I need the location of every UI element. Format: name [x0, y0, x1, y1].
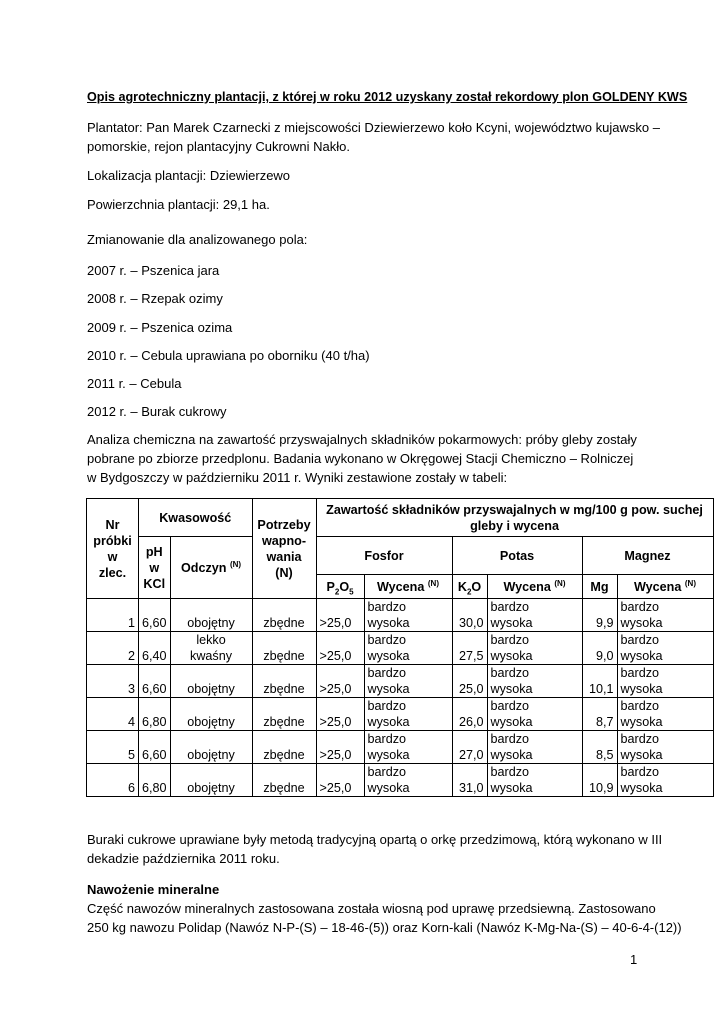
- header-k2o: [452, 575, 487, 599]
- table-row: [87, 599, 714, 632]
- cell-potrzeby: zbędne: [252, 665, 316, 698]
- cell-k-wycena: [487, 764, 582, 797]
- soil-analysis-table: [86, 498, 714, 797]
- cell-p: >25,0: [316, 599, 364, 632]
- cell-p-wycena: [364, 599, 452, 632]
- cell-mg-wycena: [617, 632, 713, 665]
- analysis-line: Analiza chemiczna na zawartość przyswajalnych składników pokarmowych: próby gleby zostały: [87, 432, 637, 447]
- cell-nr: 1: [87, 599, 139, 632]
- table-row: [87, 731, 714, 764]
- fertilization-paragraph: [87, 899, 682, 937]
- header-nr: [87, 499, 139, 599]
- cell-wycena-line1: bardzo: [620, 666, 660, 680]
- cell-wycena-line1: bardzo: [490, 600, 530, 614]
- cell-wycena-line1: bardzo: [490, 666, 530, 680]
- cell-wycena-line1: bardzo: [620, 633, 660, 647]
- cell-k: 31,0: [452, 764, 487, 797]
- analysis-line: w Bydgoszczy w październiku 2011 r. Wyniki zestawione zostały w tabeli:: [87, 470, 508, 485]
- cell-nr: 6: [87, 764, 139, 797]
- cell-k: 27,5: [452, 632, 487, 665]
- cell-wycena-line1: bardzo: [620, 699, 660, 713]
- header-p2o5: [316, 575, 364, 599]
- cell-wycena-line2: wysoka: [367, 682, 410, 696]
- cell-wycena-line2: wysoka: [490, 715, 533, 729]
- cell-wycena-line1: bardzo: [367, 633, 407, 647]
- cell-wycena-line1: bardzo: [620, 732, 660, 746]
- cell-k-wycena: [487, 632, 582, 665]
- cell-odczyn-line2: obojętny: [187, 682, 235, 696]
- n-mark: (N): [229, 559, 242, 569]
- cell-odczyn-line1: [174, 764, 249, 780]
- cell-wycena-line2: wysoka: [620, 715, 663, 729]
- cell-k: 25,0: [452, 665, 487, 698]
- rotation-item: 2011 r. – Cebula: [87, 376, 182, 391]
- cell-wycena-line1: bardzo: [490, 633, 530, 647]
- fertilization-line: 250 kg nawozu Polidap (Nawóz N-P-(S) – 18-46-(5)) oraz Korn-kali (Nawóz K-Mg-Na-(S) – 40-6-4-(12)): [87, 920, 682, 935]
- page-number: 1: [630, 952, 638, 967]
- cell-odczyn: [170, 632, 252, 665]
- cell-k: 30,0: [452, 599, 487, 632]
- rotation-item: 2007 r. – Pszenica jara: [87, 263, 220, 278]
- cell-mg: 8,5: [582, 731, 617, 764]
- cell-p: >25,0: [316, 632, 364, 665]
- cell-p: >25,0: [316, 731, 364, 764]
- cell-odczyn: [170, 599, 252, 632]
- tillage-line: Buraki cukrowe uprawiane były metodą tradycyjną opartą o orkę przedzimową, którą wykonano w III: [87, 832, 663, 847]
- cell-wycena-line1: bardzo: [367, 666, 407, 680]
- cell-mg-wycena: [617, 731, 713, 764]
- wycena-label: Wycena: [634, 579, 682, 594]
- header-kwasowosc: Kwasowość: [139, 499, 253, 537]
- fertilization-heading: Nawożenie mineralne: [87, 882, 220, 897]
- cell-potrzeby: zbędne: [252, 599, 316, 632]
- cell-k: 26,0: [452, 698, 487, 731]
- header-ph-line: w: [149, 560, 160, 575]
- cell-k-wycena: [487, 731, 582, 764]
- cell-k: 27,0: [452, 731, 487, 764]
- cell-potrzeby: zbędne: [252, 731, 316, 764]
- wycena-label: Wycena: [503, 579, 551, 594]
- header-ph: [139, 537, 171, 599]
- plantator-line: Plantator: Pan Marek Czarnecki z miejscowości Dziewierzewo koło Kcyni, województwo kujawsko –: [87, 120, 660, 135]
- table-header-row: [87, 537, 714, 575]
- table-row: [87, 665, 714, 698]
- cell-wycena-line2: wysoka: [620, 682, 663, 696]
- p-symbol: P: [326, 579, 335, 594]
- cell-wycena-line1: bardzo: [620, 600, 660, 614]
- cell-ph: 6,40: [139, 632, 171, 665]
- cell-odczyn: [170, 665, 252, 698]
- fertilization-line: Część nawozów mineralnych zastosowana została wiosną pod uprawę przedsiewną. Zastosowano: [87, 901, 656, 916]
- cell-k-wycena: [487, 698, 582, 731]
- cell-wycena-line1: bardzo: [367, 600, 407, 614]
- cell-odczyn: [170, 731, 252, 764]
- p-subscript: 2: [334, 587, 340, 597]
- cell-potrzeby: zbędne: [252, 632, 316, 665]
- table-header-row: [87, 499, 714, 537]
- table-row: [87, 632, 714, 665]
- header-potrzeby: [252, 499, 316, 599]
- cell-potrzeby: zbędne: [252, 698, 316, 731]
- cell-nr: 4: [87, 698, 139, 731]
- cell-ph: 6,80: [139, 764, 171, 797]
- header-nr-line: w: [107, 549, 118, 564]
- cell-mg: 9,0: [582, 632, 617, 665]
- header-potrzeby-line: wapno-: [261, 533, 307, 548]
- cell-nr: 2: [87, 632, 139, 665]
- cell-wycena-line1: bardzo: [490, 699, 530, 713]
- table-row: [87, 764, 714, 797]
- header-odczyn-label: Odczyn: [180, 560, 227, 575]
- cell-odczyn-line1: [174, 731, 249, 747]
- cell-wycena-line2: wysoka: [367, 748, 410, 762]
- cell-wycena-line2: wysoka: [490, 616, 533, 630]
- cell-wycena-line1: bardzo: [367, 699, 407, 713]
- cell-p: >25,0: [316, 698, 364, 731]
- cell-ph: 6,60: [139, 665, 171, 698]
- header-ph-line: pH: [145, 544, 163, 559]
- cell-ph: 6,60: [139, 599, 171, 632]
- cell-wycena-line2: wysoka: [620, 649, 663, 663]
- cell-odczyn-line1: [174, 665, 249, 681]
- cell-mg-wycena: [617, 764, 713, 797]
- cell-wycena-line2: wysoka: [620, 748, 663, 762]
- cell-p-wycena: [364, 632, 452, 665]
- cell-odczyn: [170, 764, 252, 797]
- header-potrzeby-line: Potrzeby: [257, 517, 311, 532]
- header-magnez: Magnez: [582, 537, 713, 575]
- header-mg: Mg: [582, 575, 617, 599]
- cell-wycena-line2: wysoka: [367, 649, 410, 663]
- cell-nr: 5: [87, 731, 139, 764]
- cell-wycena-line1: bardzo: [367, 732, 407, 746]
- cell-mg-wycena: [617, 665, 713, 698]
- header-nr-line: zlec.: [98, 565, 127, 580]
- cell-wycena-line2: wysoka: [490, 748, 533, 762]
- o-subscript: 5: [349, 587, 354, 597]
- cell-wycena-line1: bardzo: [490, 765, 530, 779]
- rotation-item: 2010 r. – Cebula uprawiana po oborniku (40 t/ha): [87, 348, 370, 363]
- cell-nr: 3: [87, 665, 139, 698]
- cell-wycena-line2: wysoka: [490, 649, 533, 663]
- cell-p-wycena: [364, 665, 452, 698]
- cell-wycena-line2: wysoka: [490, 781, 533, 795]
- cell-p: >25,0: [316, 665, 364, 698]
- cell-odczyn-line1: lekko: [196, 633, 226, 647]
- cell-potrzeby: zbędne: [252, 764, 316, 797]
- rotation-item: 2008 r. – Rzepak ozimy: [87, 291, 223, 306]
- plantator-line: pomorskie, rejon plantacyjny Cukrowni Nakło.: [87, 139, 351, 154]
- cell-ph: 6,60: [139, 731, 171, 764]
- cell-k-wycena: [487, 665, 582, 698]
- cell-mg: 10,9: [582, 764, 617, 797]
- o-symbol: O: [339, 579, 350, 594]
- table-row: [87, 698, 714, 731]
- rotation-item: 2012 r. – Burak cukrowy: [87, 404, 227, 419]
- tillage-paragraph: [87, 830, 663, 868]
- header-wycena-mg: [617, 575, 713, 599]
- header-wycena-p: [364, 575, 452, 599]
- plantator-paragraph: [87, 118, 660, 156]
- cell-ph: 6,80: [139, 698, 171, 731]
- cell-wycena-line2: wysoka: [367, 715, 410, 729]
- location-text: Lokalizacja plantacji: Dziewierzewo: [87, 168, 291, 183]
- cell-wycena-line2: wysoka: [620, 616, 663, 630]
- header-odczyn: [170, 537, 252, 599]
- rotation-item: 2009 r. – Pszenica ozima: [87, 320, 233, 335]
- cell-odczyn-line1: [174, 599, 249, 615]
- cell-odczyn-line2: obojętny: [187, 748, 235, 762]
- cell-odczyn-line2: obojętny: [187, 616, 235, 630]
- n-mark: (N): [684, 578, 696, 588]
- cell-odczyn-line2: obojętny: [187, 715, 235, 729]
- header-fosfor: Fosfor: [316, 537, 452, 575]
- header-potrzeby-line: wania: [266, 549, 302, 564]
- cell-p-wycena: [364, 764, 452, 797]
- k-symbol: K: [457, 579, 467, 594]
- cell-wycena-line2: wysoka: [367, 616, 410, 630]
- header-zawartosc: Zawartość składników przyswajalnych w mg/100 g pow. suchej gleby i wycena: [316, 499, 713, 537]
- cell-mg-wycena: [617, 599, 713, 632]
- document-title: Opis agrotechniczny plantacji, z której w roku 2012 uzyskany został rekordowy plon GOLDENY KWS: [87, 90, 688, 104]
- n-mark: (N): [427, 578, 439, 588]
- k-subscript: 2: [466, 587, 472, 597]
- cell-mg-wycena: [617, 698, 713, 731]
- cell-p: >25,0: [316, 764, 364, 797]
- cell-mg: 10,1: [582, 665, 617, 698]
- cell-wycena-line2: wysoka: [367, 781, 410, 795]
- cell-p-wycena: [364, 731, 452, 764]
- cell-p-wycena: [364, 698, 452, 731]
- n-mark: (N): [554, 578, 566, 588]
- analysis-line: pobrane po zbiorze przedplonu. Badania wykonano w Okręgowej Stacji Chemiczno – Rolniczej: [87, 451, 634, 466]
- rotation-heading: Zmianowanie dla analizowanego pola:: [87, 232, 308, 247]
- header-ph-line: KCl: [143, 576, 166, 591]
- cell-k-wycena: [487, 599, 582, 632]
- cell-odczyn-line1: [174, 698, 249, 714]
- cell-wycena-line1: bardzo: [490, 732, 530, 746]
- analysis-paragraph: [87, 430, 647, 487]
- cell-mg: 8,7: [582, 698, 617, 731]
- cell-odczyn-line2: obojętny: [187, 781, 235, 795]
- cell-odczyn-line2: kwaśny: [190, 649, 233, 663]
- wycena-label: Wycena: [377, 579, 425, 594]
- cell-wycena-line1: bardzo: [367, 765, 407, 779]
- cell-mg: 9,9: [582, 599, 617, 632]
- o-symbol: O: [471, 579, 482, 594]
- header-nr-line: Nr: [105, 517, 120, 532]
- cell-wycena-line2: wysoka: [620, 781, 663, 795]
- header-wycena-k: [487, 575, 582, 599]
- header-nr-line: próbki: [93, 533, 132, 548]
- cell-odczyn: [170, 698, 252, 731]
- tillage-line: dekadzie października 2011 roku.: [87, 851, 280, 866]
- header-potas: Potas: [452, 537, 582, 575]
- area-text: Powierzchnia plantacji: 29,1 ha.: [87, 197, 270, 212]
- cell-wycena-line2: wysoka: [490, 682, 533, 696]
- header-potrzeby-line: (N): [275, 565, 293, 580]
- cell-wycena-line1: bardzo: [620, 765, 660, 779]
